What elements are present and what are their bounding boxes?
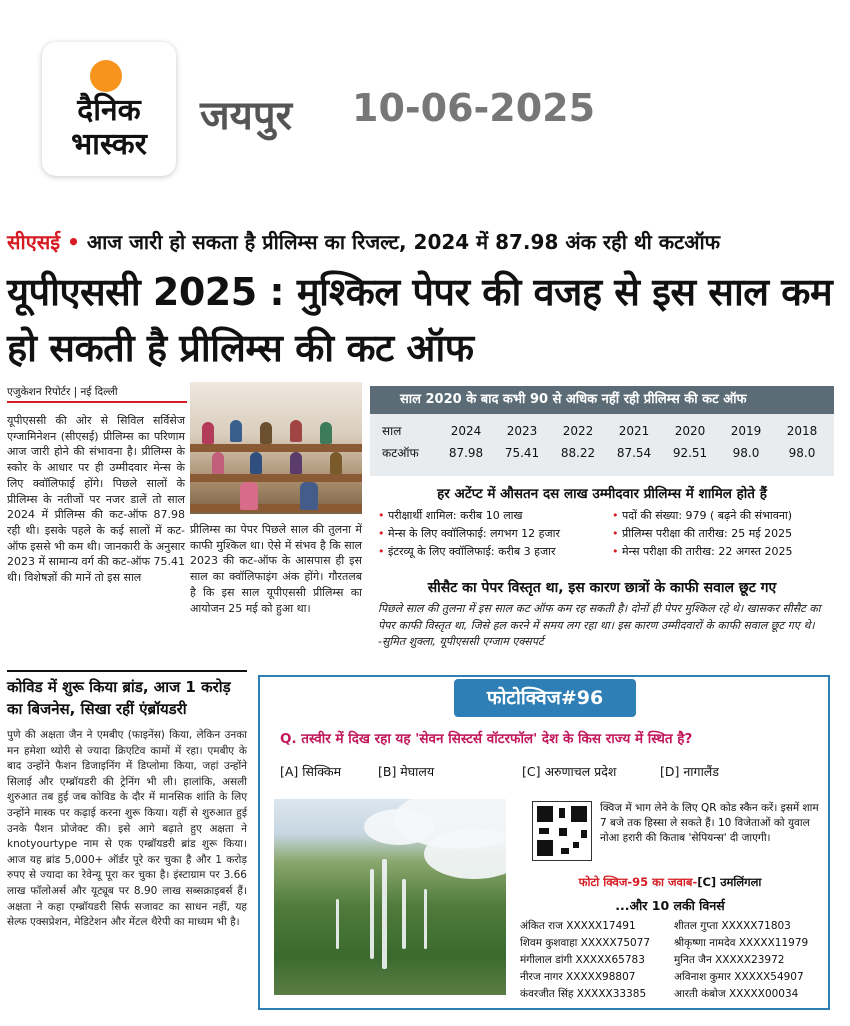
quiz-option-a: [A] सिक्किम (280, 764, 342, 779)
article-column-2: प्रीलिम्स का पेपर पिछले साल की तुलना में काफी मुश्किल था। ऐसे में संभव है कि साल 2023 की कट-ऑफ के आसपास ही इस साल का क्वॉलिफाइंग अंक होंगे। गौरतलब है कि इस साल यूपीएससी प्रीलिम्स का आयोजन 25 मई को हुआ था। (190, 523, 362, 615)
logo-line-2: भास्कर (71, 127, 147, 162)
table-cell: 2020 (674, 424, 706, 438)
table-cell: 88.22 (560, 446, 596, 460)
winners-title: ...और 10 लकी विनर्स (615, 898, 725, 913)
cutoff-table-title: साल 2020 के बाद कभी 90 से अधिक नहीं रही प्रीलिम्स की कट ऑफ (370, 386, 834, 414)
qr-code[interactable] (532, 801, 592, 861)
stat-item: • मेन्स परीक्षा की तारीख: 22 अगस्त 2025 (612, 544, 792, 560)
winner-entry: अंकित राज XXXXX17491 (520, 920, 636, 932)
sun-icon (90, 60, 122, 92)
winner-entry: शीतल गुप्ता XXXXX71803 (674, 920, 791, 932)
bullet-icon: • (67, 230, 80, 254)
winner-entry: मुनित जैन XXXXX23972 (674, 954, 785, 966)
cutoff-year-row (370, 420, 834, 442)
article-column-1: यूपीएससी की ओर से सिविल सर्विसेज एग्जामिनेशन (सीएसई) प्रीलिम्स का परिणाम आज जारी होने की संभावना है। प्रीलिम्स के स्कोर के आधार पर ही उम्मीदवार मेन्स के लिए क्वॉलिफाई होंगे। पिछले सालों के प्रीलिम्स के नतीजों पर नजर डालें तो साल 2024 में प्रीलिम्स की कट-ऑफ 87.98 रही थी। इसके पहले के कई सालों में कट-ऑफ इससे भी कम थी। जानकारी के अनुसार 2023 में सामान्य वर्ग की कट-ऑफ 75.41 थी। विशेषज्ञों की मानें तो इस साल (7, 414, 185, 585)
kicker-label: सीएसई (7, 230, 61, 254)
stats-title: हर अटेंप्ट में औसतन दस लाख उम्मीदवार प्रीलिम्स में शामिल होते हैं (437, 486, 767, 502)
cutoff-value-row (370, 442, 834, 464)
stat-item: • मेन्स के लिए क्वॉलिफाई: लगभग 12 हजार (378, 526, 560, 542)
table-cell: 87.54 (616, 446, 652, 460)
stat-item: • इंटरव्यू के लिए क्वॉलिफाई: करीब 3 हजार (378, 544, 556, 560)
previous-answer (520, 875, 820, 890)
kicker-text: आज जारी हो सकता है प्रीलिम्स का रिजल्ट, 2024 में 87.98 अंक रही थी कटऑफ (86, 230, 721, 254)
table-cell: 2018 (786, 424, 818, 438)
quiz-option-b: [B] मेघालय (378, 764, 435, 779)
table-cell: 2024 (450, 424, 482, 438)
qr-instructions: क्विज में भाग लेने के लिए QR कोड स्कैन करें। इसमें शाम 7 बजे तक हिस्सा ले सकते हैं। 10 विजेताओं को युवाल नोआ हरारी की किताब 'सेपियन्स' दी जाएगी। (600, 802, 819, 844)
table-cell: 98.0 (732, 446, 760, 460)
covid-story-body: पुणे की अक्षता जैन ने एमबीए (फाइनेंस) किया, लेकिन उनका मन हमेशा थ्योरी से ज्यादा क्रिएटिव कामों में रहा। एमबीए के बाद उन्होंने फैशन डिजाइनिंग में डिप्लोमा किया, जहां उन्होंने सिलाई और एम्ब्रॉयडरी की ट्रेनिंग भी ली। हालांकि, असली शुरुआत तब हुई जब कोविड के दौर में मानसिक शांति के लिए उन्होंने मास्क पर कढ़ाई करना शुरू किया। यहीं से शुरुआत हुई उनके पैशन प्रोजेक्ट की। इसे आगे बढ़ाते हुए अक्षता ने knotyourtype नाम से एक एम्ब्रॉयडरी ब्रांड शुरू किया। आज यह ब्रांड 5,000+ ऑर्डर पूरे कर चुका है और 1 करोड़ रुपए से ज्यादा का रेवेन्यू पूरा कर चुका है। इंस्टाग्राम पर 3.66 लाख फॉलोअर्स और यूट्यूब पर 8.90 लाख सब्सक्राइबर्स हैं। अक्षता ने कहा एम्ब्रॉयडरी सिर्फ सजावट का साधन नहीं, यह सेल्फ एक्सप्रेशन, मेडिटेशन और मेंटल थैरेपी का माध्यम भी है। (7, 729, 247, 929)
table-cell: 92.51 (672, 446, 708, 460)
winner-entry: श्रीकृष्णा नामदेव XXXXX11979 (674, 937, 809, 949)
edition-date: 10-06-2025 (352, 86, 596, 130)
table-cell: 2023 (506, 424, 538, 438)
stat-item: • प्रीलिम्स परीक्षा की तारीख: 25 मई 2025 (612, 526, 792, 542)
table-cell: 87.98 (448, 446, 484, 460)
table-cell: 2021 (618, 424, 650, 438)
logo-line-1: दैनिक (77, 93, 141, 128)
byline: एजुकेशन रिपोर्टर | नई दिल्ली (7, 385, 187, 403)
table-cell: 2022 (562, 424, 594, 438)
exam-hall-photo (190, 382, 362, 514)
quiz-badge: फोटोक्विज#96 (454, 679, 636, 717)
winner-entry: कंवरजीत सिंह XXXXX33385 (520, 988, 647, 1000)
winner-entry: नीरज नागर XXXXX98807 (520, 971, 636, 983)
table-cell: 75.41 (504, 446, 540, 460)
csat-title: सीसैट का पेपर विस्तृत था, इस कारण छात्रों के काफी सवाल छूट गए (427, 580, 777, 596)
quiz-question: Q. तस्वीर में दिख रहा यह 'सेवन सिस्टर्स वॉटरफॉल' देश के किस राज्य में स्थित है? (280, 731, 693, 747)
stat-item: • पदों की संख्या: 979 ( बढ़ने की संभावना) (612, 508, 792, 524)
stat-item: • परीक्षार्थी शामिल: करीब 10 लाख (378, 508, 523, 524)
table-cell: 2019 (730, 424, 762, 438)
kicker (7, 226, 720, 258)
divider (7, 670, 247, 672)
year-label: साल (382, 424, 402, 438)
quiz-option-c: [C] अरुणाचल प्रदेश (522, 764, 617, 779)
edition-city: जयपुर (200, 93, 292, 139)
winner-entry: अविनाश कुमार XXXXX54907 (674, 971, 804, 983)
main-headline: यूपीएससी 2025 : मुश्किल पेपर की वजह से इस साल कम हो सकती है प्रीलिम्स की कट ऑफ (7, 270, 833, 370)
answer-label: फोटो क्विज-95 का जवाब- (578, 875, 698, 889)
answer-value: [C] उमलिंगला (697, 875, 762, 889)
expert-quote: पिछले साल की तुलना में इस साल कट ऑफ कम रह सकती है। दोनों ही पेपर मुश्किल रहे थे। खासकर सीसैट का पेपर काफी विस्तृत था, जिसे हल करने में समय लग रहा था। इस कारण उम्मीदवारों के काफी सवाल छूट गए थे। -सुमित शुक्ला, यूपीएससी एग्जाम एक्सपर्ट (378, 602, 821, 648)
photo-quiz-box (258, 675, 830, 1010)
covid-story-title: कोविड में शुरू किया ब्रांड, आज 1 करोड़ का बिजनेस, सिखा रहीं एंब्रॉयडरी (7, 678, 231, 718)
cutoff-table (370, 386, 834, 476)
dainik-bhaskar-logo (42, 42, 176, 176)
winner-entry: आरती कंबोज XXXXX00034 (674, 988, 799, 1000)
waterfall-photo (274, 799, 506, 995)
cutoff-label: कटऑफ (382, 446, 419, 460)
winner-entry: शिवम कुशवाहा XXXXX75077 (520, 937, 651, 949)
table-cell: 98.0 (788, 446, 816, 460)
winner-entry: मंगीलाल डांगी XXXXX65783 (520, 954, 645, 966)
quiz-option-d: [D] नागालैंड (660, 764, 719, 779)
